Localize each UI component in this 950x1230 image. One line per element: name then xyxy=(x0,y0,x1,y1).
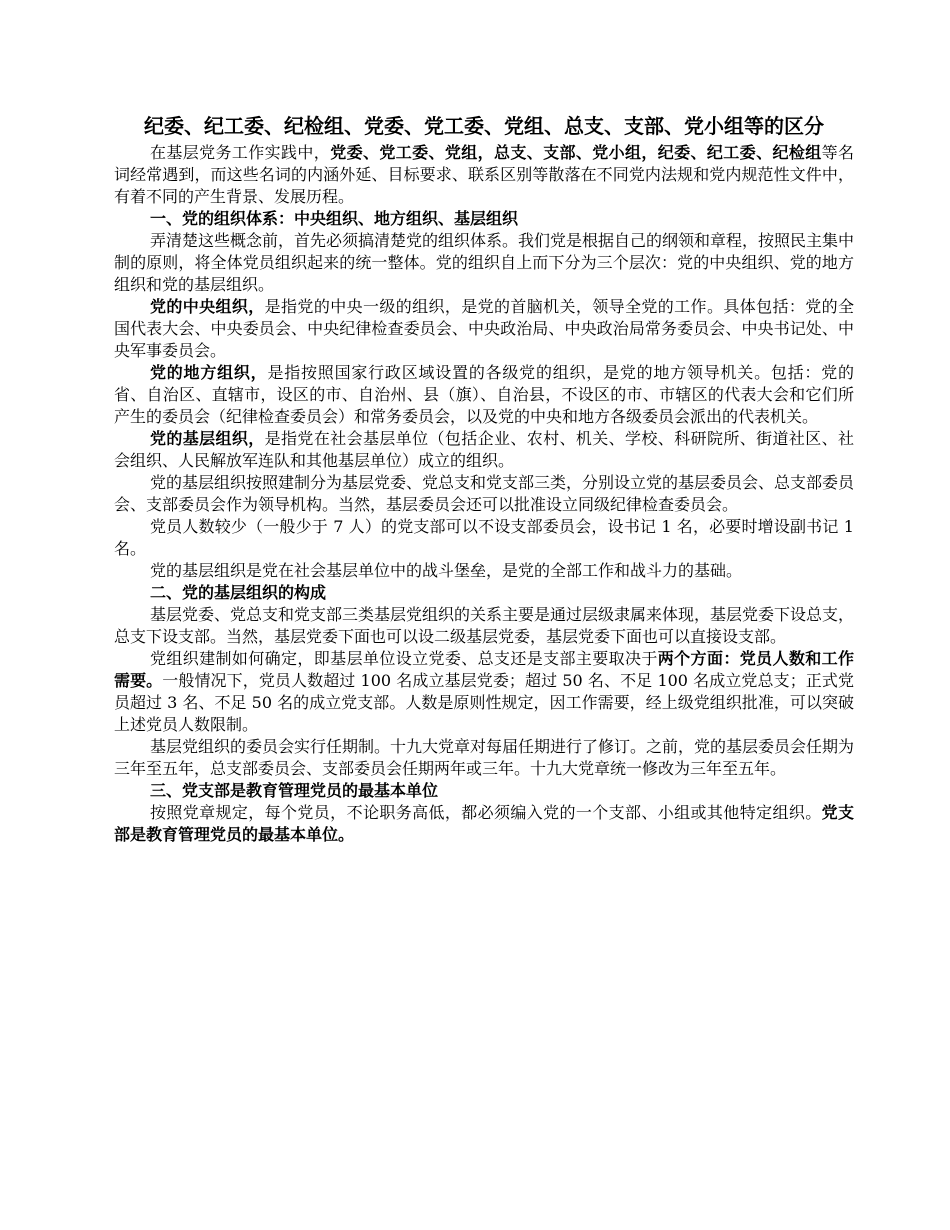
text-run: 一般情况下，党员人数超过 100 名成立基层党委；超过 50 名、不足 100 名成立党总支；正式党员超过 3 名、不足 50 名的成立党支部。人数是原则性规定，因工作需要，经上级党组织批准，可以突破上述党员人数限制。 xyxy=(114,671,854,734)
paragraph-branch-unit xyxy=(114,802,854,846)
section-heading-3: 三、党支部是教育管理党员的最基本单位 xyxy=(150,781,439,800)
bold-text-run: 党的中央组织， xyxy=(150,297,265,316)
text-run: 按照党章规定，每个党员，不论职务高低，都必须编入党的一个支部、小组或其他特定组织。 xyxy=(150,803,822,822)
paragraph: 基层党委、党总支和党支部三类基层党组织的关系主要是通过层级隶属来体现，基层党委下设总支，总支下设支部。当然，基层党委下面也可以设二级基层党委，基层党委下面也可以直接设支部。 xyxy=(114,605,855,646)
paragraph: 党的基层组织是党在社会基层单位中的战斗堡垒，是党的全部工作和战斗力的基础。 xyxy=(150,561,743,580)
text-run: 是指党的中央一级的组织，是党的首脑机关，领导全党的工作。具体包括：党的全国代表大会、中央委员会、中央纪律检查委员会、中央政治局、中央政治局常务委员会、中央书记处、中央军事委员会。 xyxy=(114,297,854,360)
paragraph: 党员人数较少（一般少于 7 人）的党支部可以不设支部委员会，设书记 1 名，必要时增设副书记 1 名。 xyxy=(114,517,854,558)
document-title: 纪委、纪工委、纪检组、党委、党工委、党组、总支、支部、党小组等的区分 xyxy=(144,114,824,138)
section-heading-2: 二、党的基层组织的构成 xyxy=(150,583,327,602)
bold-text-run: 党的地方组织， xyxy=(150,363,268,382)
text-run: 在基层党务工作实践中， xyxy=(150,143,331,162)
text-run: 等名词经常遇到，而这些名词的内涵外延、目标要求、联系区别等散落在不同党内法规和党内规范性文件中，有着不同的产生背景、发展历程。 xyxy=(114,143,854,206)
document-page xyxy=(114,112,854,846)
paragraph-central-org xyxy=(114,296,854,362)
paragraph-org-establishment xyxy=(114,648,854,736)
text-run: 党组织建制如何确定，即基层单位设立党委、总支还是支部主要取决于 xyxy=(150,649,658,668)
section-heading-1: 一、党的组织体系：中央组织、地方组织、基层组织 xyxy=(150,209,519,228)
bold-text-run: 党的基层组织， xyxy=(150,429,265,448)
bold-text-run: 两个方面：党员人数和工作需要。 xyxy=(114,649,854,690)
paragraph-local-org xyxy=(114,362,854,428)
text-run: 是指按照国家行政区域设置的各级党的组织，是党的地方领导机关。包括：党的省、自治区、直辖市，设区的市、自治州、县（旗）、自治县，不设区的市、市辖区的代表大会和它们所产生的委员会（纪律检查委员会）和常务委员会，以及党的中央和地方各级委员会派出的代表机关。 xyxy=(114,363,854,426)
text-run: 是指党在社会基层单位（包括企业、农村、机关、学校、科研院所、街道社区、社会组织、人民解放军连队和其他基层单位）成立的组织。 xyxy=(114,429,854,470)
paragraph: 基层党组织的委员会实行任期制。十九大党章对每届任期进行了修订。之前，党的基层委员会任期为三年至五年，总支部委员会、支部委员会任期两年或三年。十九大党章统一修改为三年至五年。 xyxy=(114,737,855,778)
bold-text-run: 党支部是教育管理党员的最基本单位。 xyxy=(114,803,854,844)
paragraph: 党的基层组织按照建制分为基层党委、党总支和党支部三类，分别设立党的基层委员会、总支部委员会、支部委员会作为领导机构。当然，基层委员会还可以批准设立同级纪律检查委员会。 xyxy=(114,473,855,514)
bold-text-run: 党委、党工委、党组，总支、支部、党小组，纪委、纪工委、纪检组 xyxy=(330,143,822,162)
paragraph: 弄清楚这些概念前，首先必须搞清楚党的组织体系。我们党是根据自己的纲领和章程，按照民主集中制的原则，将全体党员组织起来的统一整体。党的组织自上而下分为三个层次：党的中央组织、党的地方组织和党的基层组织。 xyxy=(114,231,855,294)
paragraph-intro xyxy=(114,142,854,208)
paragraph-grassroots-org xyxy=(114,428,854,472)
